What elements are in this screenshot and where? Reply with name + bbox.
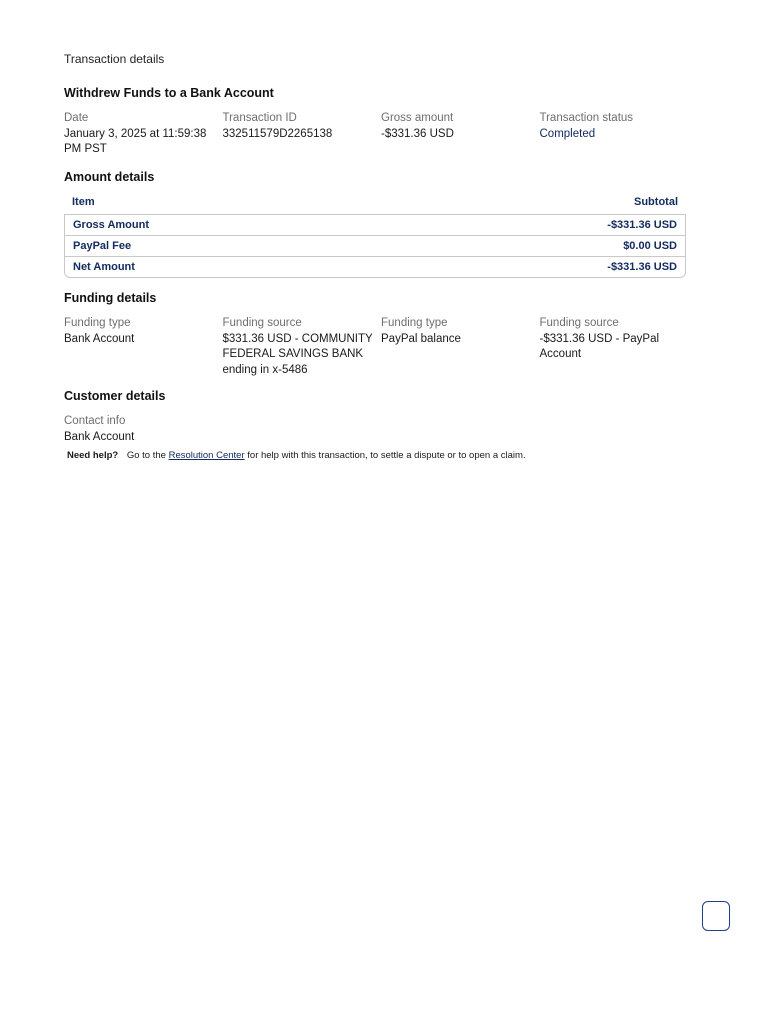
funding-type-label: Funding type bbox=[64, 317, 131, 329]
document-title: Transaction details bbox=[64, 52, 165, 66]
column-header-item: Item bbox=[72, 196, 95, 208]
transaction-id-column bbox=[223, 111, 382, 158]
transaction-status-value: Completed bbox=[539, 127, 596, 140]
amount-details-heading: Amount details bbox=[64, 170, 155, 184]
funding-type-column-1 bbox=[64, 316, 223, 378]
funding-type-column-2 bbox=[381, 316, 540, 378]
date-label: Date bbox=[64, 112, 89, 124]
contact-info-column bbox=[64, 414, 264, 445]
funding-type-label: Funding type bbox=[381, 317, 448, 329]
corner-outline-box bbox=[702, 901, 730, 931]
amount-details-table bbox=[64, 194, 686, 278]
transaction-id-label: Transaction ID bbox=[222, 112, 297, 124]
funding-source-label: Funding source bbox=[222, 317, 302, 329]
transaction-id-value: 332511579D2265138 bbox=[222, 127, 333, 140]
need-help-label: Need help? bbox=[67, 450, 119, 461]
row-item: PayPal Fee bbox=[73, 240, 132, 252]
funding-source-value: -$331.36 USD - PayPal Account bbox=[539, 332, 660, 360]
help-suffix: for help with this transaction, to settle a dispute or to open a claim. bbox=[247, 450, 526, 461]
table-row bbox=[65, 215, 685, 236]
amount-table-header bbox=[64, 194, 686, 214]
gross-amount-value: -$331.36 USD bbox=[381, 127, 454, 140]
row-subtotal: -$331.36 USD bbox=[607, 219, 677, 231]
row-item: Gross Amount bbox=[73, 219, 149, 231]
customer-details-grid bbox=[64, 414, 704, 445]
customer-details-heading: Customer details bbox=[64, 389, 166, 403]
date-column bbox=[64, 111, 223, 158]
help-prefix: Go to the bbox=[126, 450, 166, 461]
column-header-subtotal: Subtotal bbox=[634, 196, 678, 208]
funding-type-value: Bank Account bbox=[64, 332, 135, 345]
transaction-heading: Withdrew Funds to a Bank Account bbox=[64, 86, 274, 100]
help-line bbox=[67, 450, 526, 461]
funding-source-column-1 bbox=[223, 316, 382, 378]
contact-info-label: Contact info bbox=[64, 415, 126, 427]
contact-info-value: Bank Account bbox=[64, 430, 135, 443]
table-row bbox=[65, 236, 685, 257]
gross-amount-column bbox=[381, 111, 540, 158]
transaction-status-label: Transaction status bbox=[539, 112, 634, 124]
funding-details-grid bbox=[64, 316, 704, 378]
transaction-status-column bbox=[540, 111, 699, 158]
funding-source-column-2 bbox=[540, 316, 699, 378]
amount-table-body bbox=[64, 214, 686, 278]
gross-amount-label: Gross amount bbox=[381, 112, 454, 124]
date-value: January 3, 2025 at 11:59:38 PM PST bbox=[64, 127, 207, 155]
transaction-summary bbox=[64, 111, 704, 158]
table-row bbox=[65, 257, 685, 277]
funding-source-value: $331.36 USD - COMMUNITY FEDERAL SAVINGS BANK ending in x-5486 bbox=[222, 332, 373, 376]
row-item: Net Amount bbox=[73, 261, 135, 273]
funding-details-heading: Funding details bbox=[64, 291, 157, 305]
row-subtotal: -$331.36 USD bbox=[607, 261, 677, 273]
funding-type-value: PayPal balance bbox=[381, 332, 461, 345]
resolution-center-link[interactable]: Resolution Center bbox=[168, 450, 245, 461]
row-subtotal: $0.00 USD bbox=[623, 240, 677, 252]
funding-source-label: Funding source bbox=[539, 317, 619, 329]
